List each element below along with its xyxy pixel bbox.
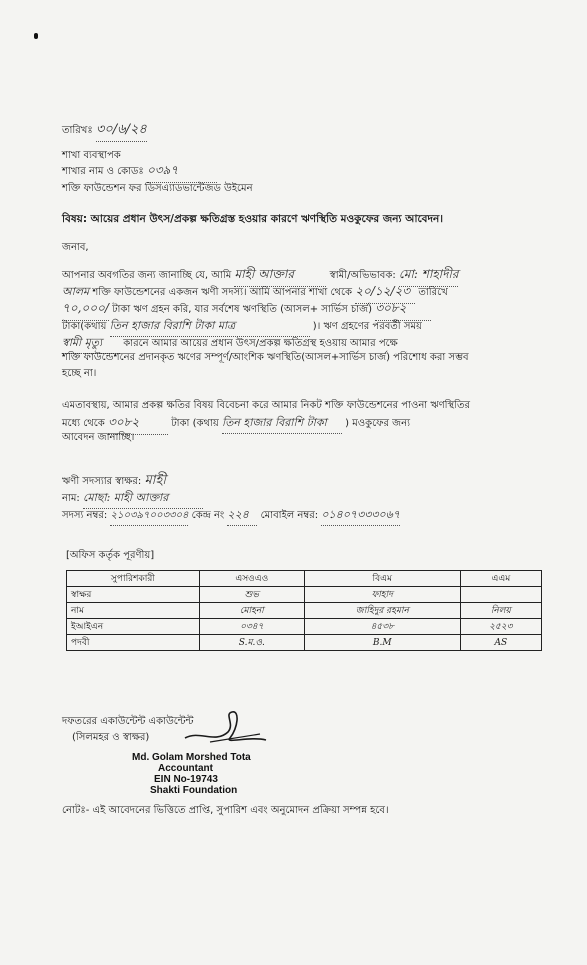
table-row (67, 619, 542, 635)
table-cell: ৪৫৩৮ (304, 619, 460, 635)
table-row (67, 587, 542, 603)
row-label: নাম (67, 603, 200, 619)
recommendation-table (66, 570, 542, 651)
loan-date-value: ২০/১২/২৩ (355, 283, 415, 304)
accountant-seal-label: (সিলমহর ও স্বাক্ষর) (72, 732, 150, 743)
table-header-cell: এসওএও (199, 571, 304, 587)
addressee: শাখা ব্যবস্থাপক (62, 150, 121, 161)
branch-label: শাখার নাম ও কোডঃ (62, 166, 144, 177)
date-label: তারিখঃ (62, 125, 93, 136)
balance-words-value: তিন হাজার বিরাশি টাকা মাত্র (110, 317, 310, 337)
subject-line: বিষয়: আয়ের প্রধান উৎস/প্রকল্প ক্ষতিগ্রস্ত হওয়ার কারণে ঋণস্থিতি মওকুফের জন্য আবেদন। (62, 213, 444, 225)
mobile-number-value: ০১৪০৭৩৩৩০৬৭ (321, 506, 400, 526)
stamp-organization: Shakti Foundation (150, 785, 238, 796)
table-cell (460, 587, 541, 603)
cause-value: স্বামী মৃত্যু (62, 334, 120, 354)
para1-text-2: স্বামী/অভিভাবক: (329, 270, 396, 281)
row-label: পদবী (67, 635, 200, 651)
loan-amount-value: ৭০,০০০/ (62, 300, 109, 321)
para1-line6: শক্তি ফাউন্ডেশনের প্রদানকৃত ঋণের সম্পূর্ণ/আংশিক ঋণস্থিতি(আসল+সার্ভিস চার্জ) পরিশোধ করা সম্ভব (62, 352, 469, 363)
balance-value: ৩০৮২ (375, 300, 431, 321)
date-line (62, 120, 147, 142)
table-header-row (67, 571, 542, 587)
footnote: নোটঃ- এই আবেদনের ভিত্তিতে প্রাপ্তি, সুপারিশ এবং অনুমোদন প্রক্রিয়া সম্পন্ন হবে। (62, 805, 389, 816)
waive-words-value: তিন হাজার বিরাশি টাকা (222, 414, 342, 434)
para2-line1: এমতাবস্থায়, আমার প্রকল্প ক্ষতির বিষয় বিবেচনা করে আমার নিকট শক্তি ফাউন্ডেশনের পাওনা ঋণস্থিতির (62, 400, 471, 411)
para1-text-7: )। ঋণ গ্রহণের পরবর্তী সময় (312, 321, 422, 332)
stamp-title: Accountant (158, 763, 213, 774)
applicant-name-value: মাহী আক্তার (234, 266, 326, 287)
para1-text-3: শক্তি ফাউন্ডেশনের একজন ঋণী সদস্য। আমি আপনার শাখা থেকে (92, 287, 353, 298)
center-label: কেন্দ্র নং (191, 510, 225, 521)
para1-text-6: টাকা(কথায় (62, 321, 107, 332)
para2-text-1: মধ্যে থেকে (62, 418, 105, 429)
table-cell: S.ম.ও. (199, 635, 304, 651)
guardian-value: মো: শাহাদীর (399, 266, 459, 287)
table-cell: শুভ (199, 587, 304, 603)
table-cell: ফাহাদ (304, 587, 460, 603)
guardian-value-cont: আলম (62, 285, 90, 298)
applicant-full-name: মোছা: মাহী আক্তার (83, 489, 203, 509)
table-cell: ২৫২৩ (460, 619, 541, 635)
date-value: ৩০/৬/২৪ (96, 120, 147, 142)
center-number-value: ২২৪ (227, 506, 257, 526)
applicant-ids-line (62, 506, 400, 526)
applicant-signature: মাহী (144, 473, 166, 488)
branch-value: ০৩৯৭ (147, 162, 217, 183)
table-cell: নিলয় (460, 603, 541, 619)
para1-text-8: কারনে আমার আয়ের প্রধান উৎস/প্রকল্প ক্ষতিগ্রস্থ হওয়ায় আমার পক্ষে (123, 338, 398, 349)
table-row (67, 603, 542, 619)
para2-line3: আবেদন জানাচ্ছি। (62, 432, 135, 443)
para2-text-2: টাকা (কথায় (171, 418, 219, 429)
member-number-value: ২১০৩৯৭০০৩৩০৪ (110, 508, 188, 526)
salutation: জনাব, (62, 242, 89, 253)
organization-line: শক্তি ফাউন্ডেশন ফর ডিসএ্যাডভান্টেজড উইমেন (62, 183, 253, 194)
row-label: ইআইএন (67, 619, 200, 635)
para1-text-5: টাকা ঋণ গ্রহন করি, যার সর্বশেষ ঋণস্থিতি (আসল+ সার্ভিস চার্জ) (112, 304, 372, 315)
table-row (67, 635, 542, 651)
table-cell: ০৩৪৭ (199, 619, 304, 635)
table-header-cell: এএম (460, 571, 541, 587)
table-cell: AS (460, 635, 541, 651)
accountant-stamp (132, 752, 251, 796)
row-label: স্বাক্ষর (67, 587, 200, 603)
table-cell: জাহিদুর রহমান (304, 603, 460, 619)
table-header-cell: সুপারিশকারী (67, 571, 200, 587)
table-cell: B.M (304, 635, 460, 651)
waive-amount-value: ৩০৮২ (108, 414, 168, 435)
table-header-cell: বিএম (304, 571, 460, 587)
mobile-label: মোবাইল নম্বর: (260, 510, 319, 521)
branch-line (62, 162, 217, 183)
accountant-signature (180, 708, 270, 748)
applicant-sign-label: ঋণী সদস্যার স্বাক্ষর: (62, 476, 142, 487)
para1-line7: হচ্ছে না। (62, 368, 97, 379)
para1-text-4: তারিখে (418, 287, 448, 298)
stamp-ein: EIN No-19743 (154, 774, 218, 785)
scan-speck (34, 33, 38, 39)
stamp-name: Md. Golam Morshed Tota (132, 752, 251, 763)
table-cell: মোহনা (199, 603, 304, 619)
accountant-label: দফতরের একাউন্টেন্ট একাউন্টেন্ট (62, 716, 194, 727)
office-note: [অফিস কর্তৃক পূরণীয়] (66, 550, 155, 561)
para1-text-1: আপনার অবগতির জন্য জানাচ্ছি যে, আমি (62, 270, 232, 281)
para2-text-3: ) মওকুফের জন্য (345, 418, 410, 429)
member-label: সদস্য নম্বর: (62, 510, 108, 521)
applicant-name-label: নাম: (62, 493, 80, 504)
